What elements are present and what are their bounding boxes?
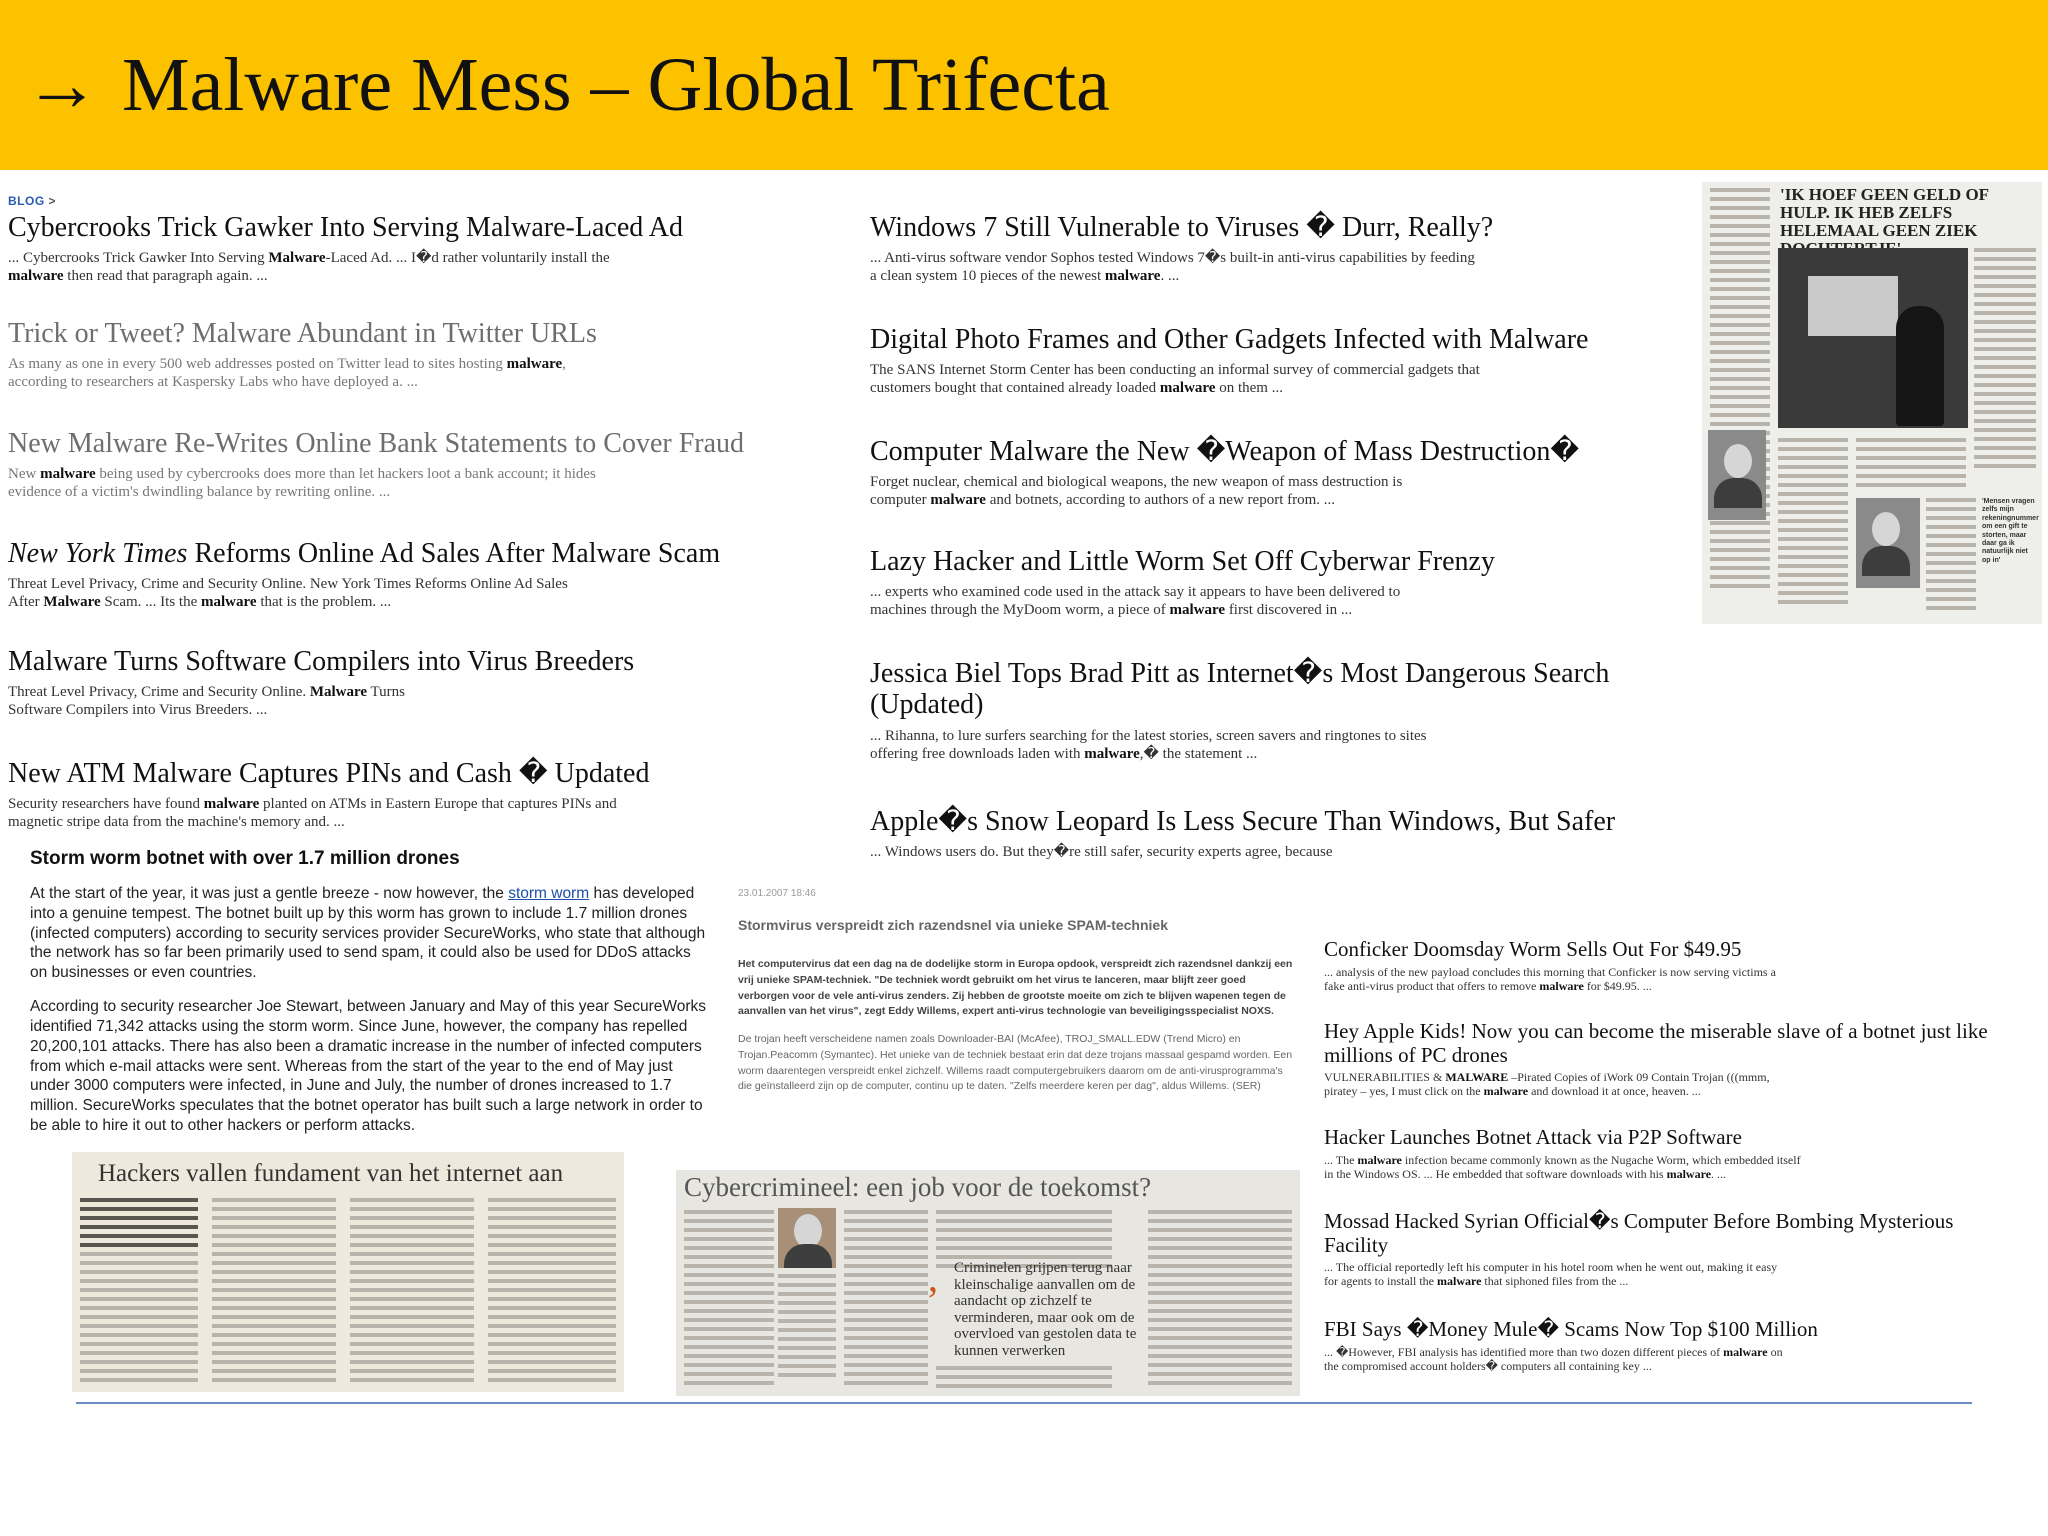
- snippet-text: -Laced Ad. ... I�d rather voluntarily install the: [325, 250, 610, 267]
- quote-mark-icon: ,: [928, 1255, 938, 1300]
- headline[interactable]: Windows 7 Still Vulnerable to Viruses � Durr, Really?: [870, 212, 1494, 243]
- monitor-shape: [1808, 276, 1898, 336]
- scan-quote: 'IK HOEF GEEN GELD OF HULP. IK HEB ZELFS HELEMAAL GEEN ZIEK: [1780, 185, 1989, 240]
- snippet-keyword: malware: [201, 594, 257, 611]
- person-silhouette: [1896, 306, 1944, 426]
- headline[interactable]: Trick or Tweet? Malware Abundant in Twitter URLs: [8, 318, 597, 349]
- headline[interactable]: Digital Photo Frames and Other Gadgets Infected with Malware: [870, 324, 1589, 355]
- snippet: [8, 683, 448, 719]
- storm-text: has developed into a genuine tempest. The botnet built up by this worm has grown to include 1.7 million drones (infected computers) according to security services provider SecureWorks, who state that although the network has so far been primarily used to send spam, it could also be used for DDoS attacks on businesses or even countries.: [30, 885, 706, 982]
- snippet-text: for $49.95. ...: [1583, 978, 1652, 993]
- blog-tag: [8, 194, 808, 208]
- snippet-keyword: malware: [930, 492, 986, 509]
- story-bank: [8, 428, 828, 501]
- snippet-text: first discovered in ...: [1225, 602, 1353, 619]
- story-lazy-hacker: [870, 546, 1690, 619]
- blog-tag-label: BLOG: [8, 194, 45, 208]
- snippet-keyword: malware: [1723, 1344, 1768, 1359]
- headline[interactable]: Mossad Hacked Syrian Official�s Computer Before Bombing Mysterious Facility: [1324, 1209, 1954, 1257]
- snippet-text: that siphoned files from the ...: [1481, 1274, 1629, 1289]
- snippet-keyword: malware: [40, 466, 96, 483]
- story-p2p: [1324, 1126, 2014, 1181]
- snippet-keyword: malware: [506, 356, 563, 373]
- snippet-text: . ...: [1711, 1166, 1727, 1181]
- blog-tag-separator: >: [48, 194, 57, 208]
- snippet-text: on them ...: [1215, 380, 1283, 397]
- storm-paragraph-1: [30, 884, 710, 983]
- snippet-keyword: Malware: [309, 684, 368, 701]
- snippet-keyword: malware: [8, 268, 64, 285]
- snippet-text: ... Rihanna, to lure surfers searching for the latest stories, screen savers and ringtones to sites offering free downloads laden with: [870, 727, 1427, 762]
- clipping-pull-quote: Criminelen grijpen terug naar kleinschalige aanvallen om de aandacht op zichzelf te verminderen, maar ook om de overvloed van gestolen data te kunnen verwerken: [954, 1260, 1137, 1359]
- storm-worm-link[interactable]: storm worm: [508, 885, 590, 902]
- snippet-text: Scam. ... Its the: [100, 594, 202, 611]
- story-fbi: [1324, 1318, 2014, 1373]
- snippet: [8, 355, 568, 391]
- snippet-text: Security researchers have found: [8, 796, 204, 813]
- snippet-keyword: malware: [1357, 1152, 1402, 1167]
- snippet: [870, 843, 1470, 861]
- dutch-article: [738, 888, 1298, 1095]
- scan-text-block: [1974, 248, 2036, 473]
- snippet: [1324, 1260, 1794, 1289]
- snippet: [8, 249, 628, 285]
- article-date: 23.01.2007 18:46: [738, 888, 816, 899]
- scan-photo: [1778, 248, 1968, 428]
- newspaper-scan: [1702, 182, 2042, 624]
- snippet-keyword: malware: [1159, 380, 1216, 397]
- snippet-keyword: MALWARE: [1445, 1070, 1509, 1085]
- headline-rest: Reforms Online Ad Sales After Malware Scam: [187, 538, 721, 569]
- storm-worm-article: [30, 848, 710, 1136]
- snippet-text: , according to researchers at Kaspersky Labs who have deployed a. ...: [8, 356, 566, 391]
- story-apple-botnet: [1324, 1020, 2014, 1099]
- headline[interactable]: Conficker Doomsday Worm Sells Out For $49.95: [1324, 937, 1742, 961]
- snippet-text: . ...: [1160, 268, 1180, 285]
- snippet: [870, 473, 1450, 509]
- snippet-text: Threat Level Privacy, Crime and Security Online.: [8, 684, 310, 701]
- clipping-text-column: [350, 1198, 474, 1387]
- clipping-text-column: [1148, 1210, 1292, 1390]
- story-windows7: [870, 212, 1690, 285]
- clipping-title: Cybercrimineel: een job voor de toekomst?: [684, 1172, 1152, 1202]
- snippet-text: ... �However, FBI analysis has identified more than two dozen different pieces of: [1324, 1344, 1724, 1359]
- clipping-text-column: [936, 1366, 1112, 1393]
- snippet-keyword: malware: [1104, 268, 1161, 285]
- arrow-right-icon: →: [24, 43, 100, 127]
- snippet-text: As many as one in every 500 web addresses posted on Twitter lead to sites hosting: [8, 356, 507, 373]
- headline[interactable]: New ATM Malware Captures PINs and Cash � Updated: [8, 758, 650, 789]
- newspaper-clipping-hackers: [72, 1152, 624, 1392]
- snippet-text: ... Cybercrooks Trick Gawker Into Serving: [8, 250, 269, 267]
- clipping-text-column: [212, 1198, 336, 1387]
- snippet-text: ... The: [1324, 1152, 1358, 1167]
- headline[interactable]: Jessica Biel Tops Brad Pitt as Internet�s Most Dangerous Search (Updated): [870, 658, 1610, 721]
- story-mossad: [1324, 1210, 2014, 1289]
- snippet-text: on the compromised account holders� computers all containing key ...: [1324, 1344, 1783, 1373]
- bottom-divider: [76, 1402, 1972, 1404]
- headline[interactable]: FBI Says �Money Mule� Scams Now Top $100 Million: [1324, 1317, 1818, 1341]
- snippet-text: Threat Level Privacy, Crime and Security Online. New York Times Reforms Online Ad Sales After: [8, 576, 568, 611]
- story-jessica-biel: [870, 658, 1690, 763]
- article-lead: Het computervirus dat een dag na de dodelijke storm in Europa opdook, verspreidt zich razendsnel dankzij een vrij unieke SPAM-techniek. "De techniek wordt gebruikt om het virus te lanceren, maar blijft zeer goed verborgen voor de vele anti-virus zenders. Zij hebben de grootste moeite om zich te blijven wapenen tegen de aanvallen van het virus", zegt Eddy Willems, expert anti-virus technologie van beveiligingsspecialist NOXS.: [738, 958, 1293, 1018]
- snippet: [8, 465, 628, 501]
- scan-side-quote: 'Mensen vragen zelfs mijn rekeningnummer om een gift te storten, maar daar ga ik natuurlijk niet op in': [1982, 498, 2039, 564]
- portrait-photo: [778, 1208, 836, 1268]
- snippet-text: New: [8, 466, 41, 483]
- snippet: [8, 795, 648, 831]
- scan-text-block: [1778, 438, 1848, 609]
- snippet-text: and download it at once, heaven. ...: [1528, 1084, 1701, 1099]
- snippet: [870, 361, 1480, 397]
- snippet: [1324, 1153, 1804, 1182]
- snippet-text: ... experts who examined code used in the attack say it appears to have been delivered to machines through the MyDoom worm, a piece of: [870, 584, 1401, 619]
- story-nytimes: [8, 538, 808, 611]
- headline[interactable]: New Malware Re-Writes Online Bank Statements to Cover Fraud: [8, 428, 745, 459]
- snippet-keyword: malware: [1084, 745, 1140, 762]
- slide-title: [24, 42, 1110, 129]
- story-snow-leopard: [870, 806, 1690, 861]
- headline[interactable]: Cybercrooks Trick Gawker Into Serving Malware-Laced Ad: [8, 212, 683, 243]
- article-body: De trojan heeft verscheidene namen zoals Downloader-BAI (McAfee), TROJ_SMALL.EDW (Trend Micro) en Trojan.Peacomm (Symantec). Het unieke van de techniek bestaat erin dat deze trojans massaal gespamd worden. Een worm daarentegen verspreidt enkel zichzelf. Willems raadt computergebruikers daarom om de anti-virusprogramma's die geïnstalleerd zijn op de computer, continu up te daten. "Zelfs meerdere keren per dag", aldus Willems. (SER): [738, 1033, 1293, 1093]
- snippet-text: ... Windows users do. But they�re still safer, security experts agree, because: [870, 844, 1333, 861]
- snippet-text: being used by cybercrooks does more than let hackers loot a bank account; it hides evidence of a victim's dwindling balance by rewriting online. ...: [8, 466, 596, 501]
- headline[interactable]: Hacker Launches Botnet Attack via P2P Software: [1324, 1125, 1742, 1149]
- snippet: [8, 575, 588, 611]
- snippet-keyword: malware: [1539, 978, 1584, 993]
- snippet-text: ... Anti-virus software vendor Sophos tested Windows 7�s built-in anti-virus capabilities by feeding a clean system 10 pieces of the newest: [870, 250, 1475, 285]
- portrait-photo: [1856, 498, 1920, 588]
- story-photo-frames: [870, 324, 1690, 397]
- scan-text-block: [1926, 498, 1976, 615]
- snippet-text: ... analysis of the new payload concludes this morning that Conficker is now serving victims a fake anti-virus product that offers to remove: [1324, 964, 1776, 993]
- snippet: [870, 727, 1470, 763]
- snippet: [870, 583, 1450, 619]
- snippet-text: –Pirated Copies of iWork 09 Contain Trojan (((mmm, piratey – yes, I must click on the: [1324, 1070, 1770, 1099]
- storm-title: Storm worm botnet with over 1.7 million drones: [30, 848, 460, 869]
- headline[interactable]: Hey Apple Kids! Now you can become the miserable slave of a botnet just like millions of PC drones: [1324, 1019, 1988, 1067]
- story-conficker: [1324, 938, 2014, 993]
- snippet-text: The SANS Internet Storm Center has been conducting an informal survey of commercial gadgets that customers bought that contained already loaded: [870, 362, 1480, 397]
- article-title: Stormvirus verspreidt zich razendsnel via unieke SPAM-techniek: [738, 917, 1168, 933]
- headline-italic: New York Times: [8, 538, 188, 569]
- clipping-text-column: [778, 1274, 836, 1382]
- clipping-text-column: [80, 1198, 198, 1387]
- clipping-title: Hackers vallen fundament van het internet aan: [98, 1160, 564, 1187]
- headline[interactable]: Computer Malware the New �Weapon of Mass Destruction�: [870, 436, 1580, 467]
- story-wmd: [870, 436, 1690, 509]
- snippet: [1324, 1345, 1794, 1374]
- snippet-text: VULNERABILITIES &: [1324, 1070, 1446, 1085]
- title-banner: [0, 0, 2048, 170]
- snippet-text: infection became commonly known as the Nugache Worm, which embedded itself in the Windows OS. ... He embedded that software downloads with his: [1324, 1152, 1801, 1181]
- portrait-photo: [1708, 430, 1766, 520]
- headline[interactable]: Malware Turns Software Compilers into Virus Breeders: [8, 646, 635, 677]
- story-twitter: [8, 318, 808, 391]
- story-atm: [8, 758, 808, 831]
- headline[interactable]: Lazy Hacker and Little Worm Set Off Cyberwar Frenzy: [870, 546, 1495, 577]
- storm-text: At the start of the year, it was just a gentle breeze - now however, the: [30, 885, 509, 902]
- clipping-text-column: [488, 1198, 616, 1387]
- snippet-text: ... The official reportedly left his computer in his hotel room when he went out, making it easy for agents to install the: [1324, 1260, 1778, 1289]
- story-gawker: [8, 194, 808, 285]
- snippet-keyword: malware: [1169, 602, 1226, 619]
- snippet-keyword: Malware: [43, 594, 101, 611]
- scan-text-block: [1856, 438, 1966, 492]
- snippet-text: ,� the statement ...: [1139, 745, 1258, 762]
- snippet-text: that is the problem. ...: [256, 594, 392, 611]
- scan-text-block: [1710, 188, 1770, 593]
- snippet-keyword: malware: [1483, 1084, 1529, 1099]
- snippet-text: and botnets, according to authors of a new report from. ...: [985, 492, 1336, 509]
- headline[interactable]: [8, 538, 808, 569]
- snippet: [1324, 1070, 1804, 1099]
- snippet-text: planted on ATMs in Eastern Europe that captures PINs and magnetic stripe data from the machine's memory and. ...: [8, 796, 617, 831]
- newspaper-clipping-cybercrimineel: [676, 1170, 1300, 1396]
- clipping-text-column: [684, 1210, 774, 1390]
- snippet-text: Forget nuclear, chemical and biological weapons, the new weapon of mass destruction is computer: [870, 474, 1403, 509]
- snippet-keyword: Malware: [268, 250, 326, 267]
- slide-title-text: Malware Mess – Global Trifecta: [122, 43, 1110, 127]
- snippet-text: Turns Software Compilers into Virus Breeders. ...: [8, 684, 406, 719]
- snippet: [870, 249, 1480, 285]
- clipping-text-column: [844, 1210, 928, 1390]
- headline[interactable]: Apple�s Snow Leopard Is Less Secure Than Windows, But Safer: [870, 806, 1616, 837]
- snippet-keyword: malware: [1666, 1166, 1712, 1181]
- snippet-text: then read that paragraph again. ...: [63, 268, 268, 285]
- story-compilers: [8, 646, 808, 719]
- snippet: [1324, 965, 1794, 994]
- snippet-keyword: malware: [1436, 1274, 1482, 1289]
- snippet-keyword: malware: [203, 796, 260, 813]
- storm-paragraph-2: According to security researcher Joe Stewart, between January and May of this year SecureWorks identified 71,342 attacks using the storm worm. Since June, however, the company has repelled 20,200,101 attacks. There has also been a dramatic increase in the number of infected computers from which e-mail attacks were sent. Whereas from the start of the year to the end of May just under 3000 computers were infected, in June and July, the number of drones increased to 1.7 million. SecureWorks speculates that the botnet operator has built such a large network in order to be able to hire it out to other hackers or perform attacks.: [30, 998, 706, 1135]
